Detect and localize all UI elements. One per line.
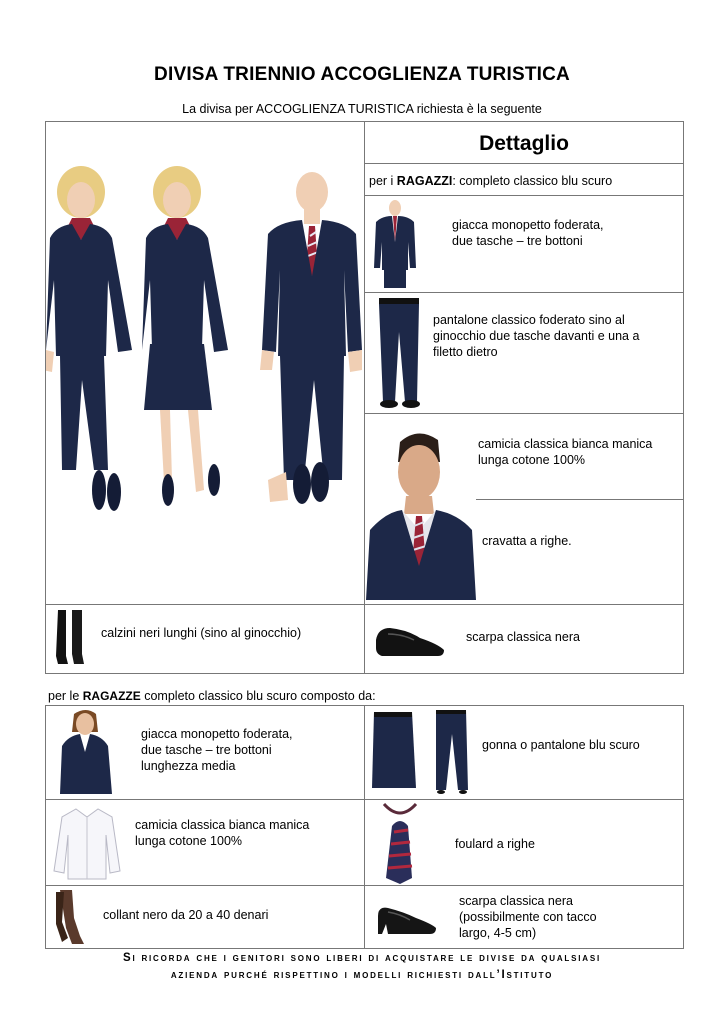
- girls-shirt-text: camicia classica bianca manica lunga cotone 100%: [135, 818, 310, 848]
- mannequins-image: [46, 160, 364, 530]
- shirt-tie-divider: [476, 499, 684, 500]
- foulard-image: [378, 802, 422, 884]
- boys-shoe-text: scarpa classica nera: [466, 630, 580, 644]
- tights-image: [52, 888, 88, 946]
- boys-shirt-text: camicia classica bianca manica lunga cotone 100%: [478, 437, 653, 467]
- girls-intro: per le RAGAZZE completo classico blu scuro composto da:: [48, 689, 376, 703]
- page-subtitle: La divisa per ACCOGLIENZA TURISTICA richiesta è la seguente: [182, 102, 542, 116]
- socks-text: calzini neri lunghi (sino al ginocchio): [101, 626, 302, 640]
- girls-shoe-text: scarpa classica nera (possibilmente con tacco largo, 4-5 cm): [459, 894, 597, 940]
- girls-shoe-image: [374, 898, 438, 938]
- girls-shirt-image: [52, 805, 122, 881]
- girls-skirt-trousers-image: [370, 708, 480, 796]
- man-shirt-tie-image: [366, 426, 476, 600]
- mannequin-female-skirt: [142, 166, 228, 506]
- boys-shoe-image: [374, 620, 446, 660]
- girls-jacket-text: giacca monopetto foderata, due tasche – tre bottoni lunghezza media: [141, 727, 293, 773]
- boys-trousers-image: [377, 296, 425, 412]
- boys-tie-text: cravatta a righe.: [482, 534, 572, 548]
- page-title: DIVISA TRIENNIO ACCOGLIENZA TURISTICA: [154, 64, 570, 85]
- boys-trousers-text: pantalone classico foderato sino al ginocchio due tasche davanti e una a filetto dietro: [433, 313, 640, 359]
- girls-foulard-text: foulard a righe: [455, 837, 535, 851]
- boys-intro: per i RAGAZZI: completo classico blu scuro: [369, 174, 613, 188]
- detail-heading: Dettaglio: [479, 132, 569, 155]
- footer-note-line1: Si ricorda che i genitori sono liberi di acquistare le divise da qualsiasi: [122, 952, 602, 964]
- mannequin-female-trousers: [46, 166, 132, 511]
- girls-jacket-image: [58, 708, 114, 798]
- boys-label: RAGAZZI: [396, 174, 453, 188]
- girls-label: RAGAZZE: [82, 689, 141, 703]
- footer-note-line2: azienda purché rispettino i modelli richiesti dall’Istituto: [170, 969, 554, 981]
- girls-skirt-text: gonna o pantalone blu scuro: [482, 738, 640, 752]
- mannequin-male: [260, 172, 362, 504]
- girls-tights-text: collant nero da 20 a 40 denari: [103, 908, 269, 922]
- boys-jacket-image: [372, 198, 418, 290]
- boys-jacket-text: giacca monopetto foderata, due tasche – tre bottoni: [452, 218, 604, 248]
- socks-image: [54, 608, 88, 668]
